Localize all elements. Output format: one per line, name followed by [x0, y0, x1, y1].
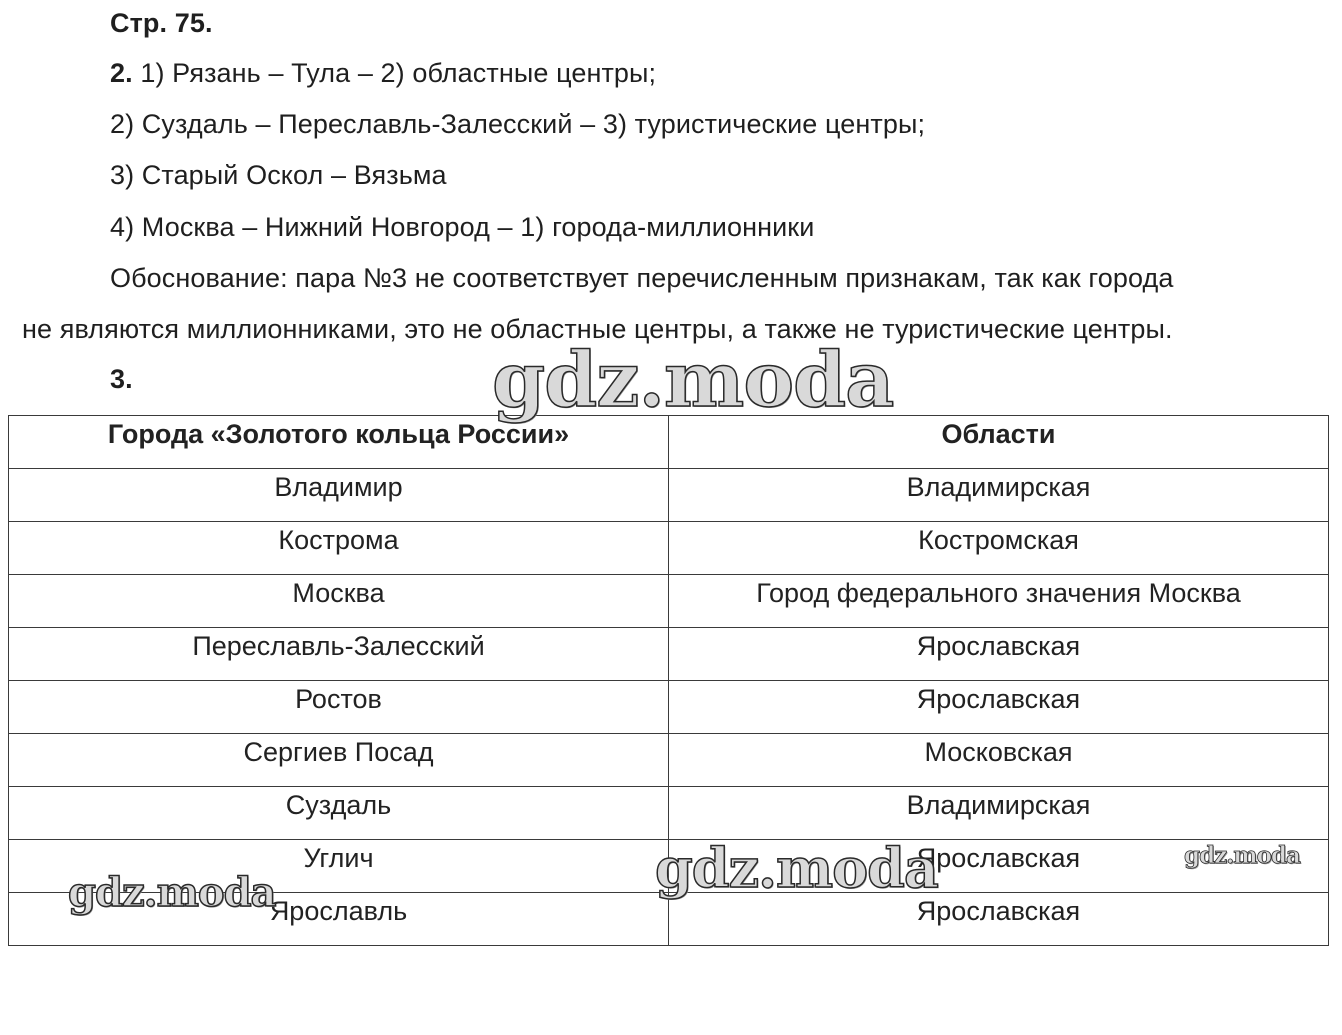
region-cell: Ярославская — [669, 681, 1329, 734]
table-header-row — [9, 416, 1329, 469]
golden-ring-table — [8, 415, 1329, 946]
region-cell: Московская — [669, 734, 1329, 787]
page-label: Стр. 75. — [110, 8, 213, 38]
table-row — [9, 734, 1329, 787]
region-cell: Ярославская — [669, 893, 1329, 946]
justification-line-2: не являются миллионниками, это не областные центры, а также не туристические центры. — [22, 314, 1173, 344]
task-2-item-1: 1) Рязань – Тула – 2) областные центры; — [140, 58, 657, 88]
watermark: gdz.moda — [1184, 842, 1300, 869]
city-cell: Ростов — [9, 681, 669, 734]
task-2-line-1 — [110, 58, 656, 88]
header-regions: Области — [669, 416, 1329, 469]
table-row — [9, 522, 1329, 575]
table-row — [9, 840, 1329, 893]
region-cell: Ярославская — [669, 628, 1329, 681]
city-cell: Сергиев Посад — [9, 734, 669, 787]
city-cell: Суздаль — [9, 787, 669, 840]
city-cell: Владимир — [9, 469, 669, 522]
table-row — [9, 787, 1329, 840]
justification-line-1: Обоснование: пара №3 не соответствует перечисленным признакам, так как города — [110, 263, 1174, 293]
table-row — [9, 469, 1329, 522]
table-row — [9, 628, 1329, 681]
watermark: gdz.moda — [68, 869, 276, 916]
city-cell: Углич — [9, 840, 669, 893]
task-2-item-4: 4) Москва – Нижний Новгород – 1) города-миллионники — [110, 212, 815, 242]
table-row — [9, 681, 1329, 734]
task-2-number: 2. — [110, 58, 133, 88]
table-row — [9, 893, 1329, 946]
region-cell: Костромская — [669, 522, 1329, 575]
watermark: gdz.moda — [492, 335, 894, 424]
city-cell: Переславль-Залесский — [9, 628, 669, 681]
task-2-item-2: 2) Суздаль – Переславль-Залесский – 3) туристические центры; — [110, 109, 926, 139]
task-2-item-3: 3) Старый Оскол – Вязьма — [110, 160, 447, 190]
city-cell: Кострома — [9, 522, 669, 575]
region-cell: Владимирская — [669, 469, 1329, 522]
city-cell: Ярославль — [9, 893, 669, 946]
task-3-number: 3. — [110, 364, 133, 394]
table-row — [9, 575, 1329, 628]
region-cell: Город федерального значения Москва — [669, 575, 1329, 628]
region-cell: Владимирская — [669, 787, 1329, 840]
city-cell: Москва — [9, 575, 669, 628]
region-cell: Ярославская — [669, 840, 1329, 893]
header-cities: Города «Золотого кольца России» — [9, 416, 669, 469]
watermark: gdz.moda — [655, 836, 938, 900]
